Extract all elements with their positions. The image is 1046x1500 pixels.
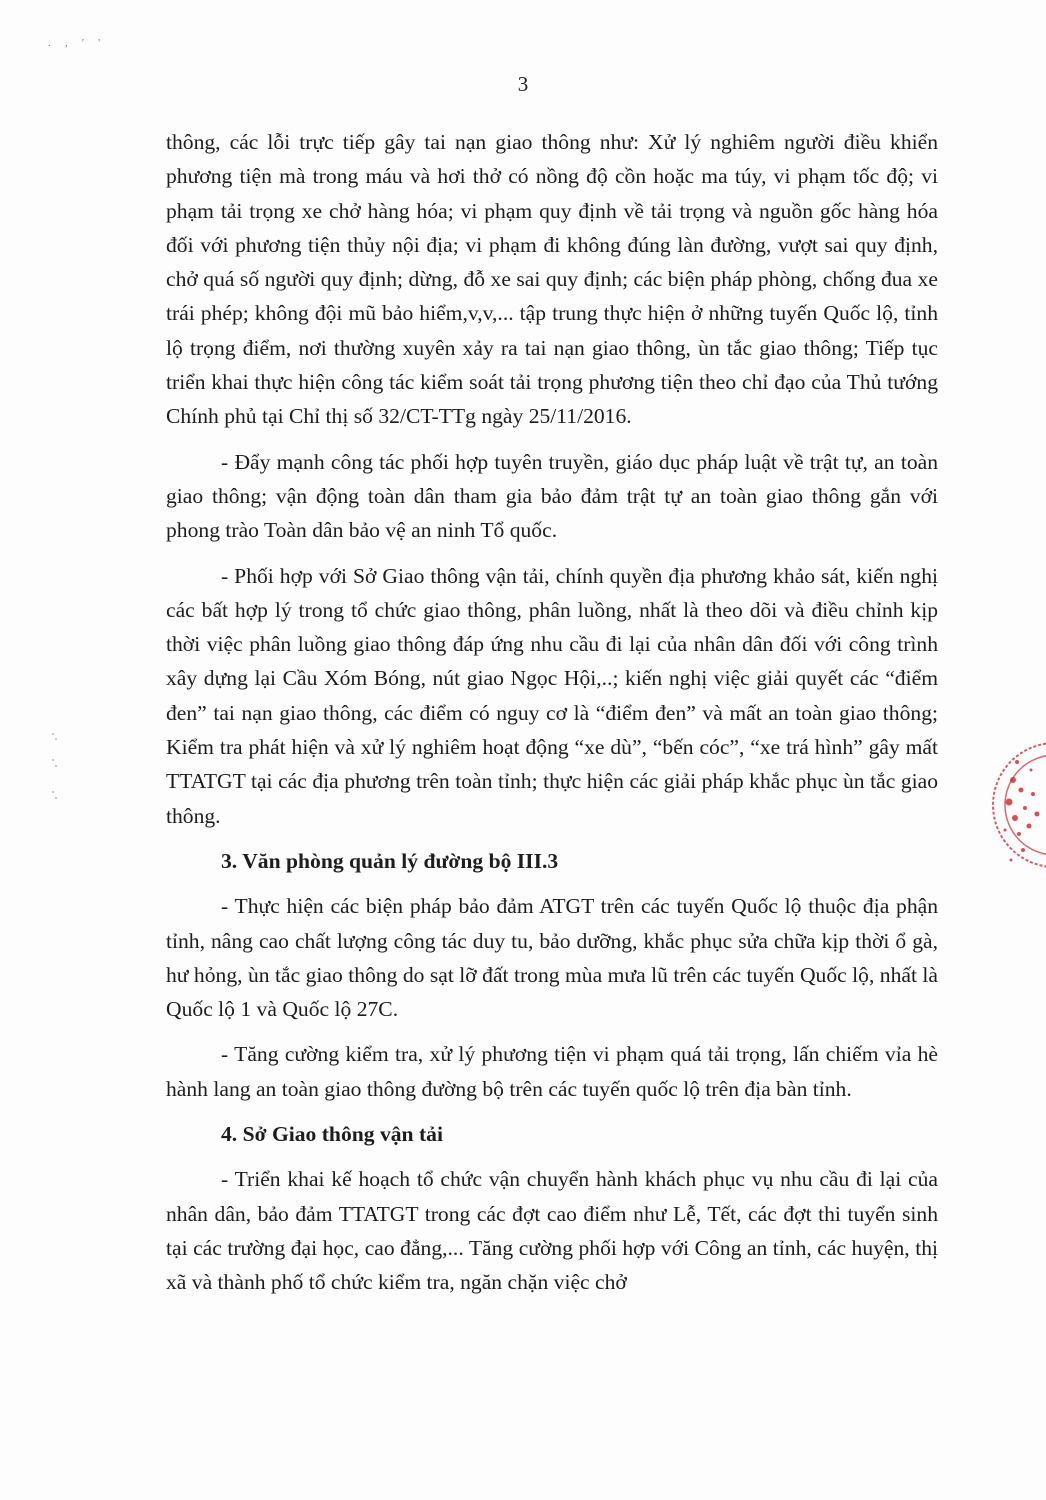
margin-punch-marks [50, 730, 60, 810]
page-number: 3 [517, 72, 529, 96]
paragraph-passenger-transport: - Triển khai kế hoạch tổ chức vận chuyển hành khách phục vụ nhu cầu đi lại của nhân dân, bảo đảm TTATGT trong các đợt cao điểm như Lễ, Tết, các đợt thi tuyển sinh tại các trường đại học, cao đẳng,... Tăng cường phối hợp với Công an tỉnh, các huyện, thị xã và thành phố tổ chức kiểm tra, ngăn chặn việc chở [166, 1167, 938, 1295]
paragraph-coordination: - Phối hợp với Sở Giao thông vận tải, chính quyền địa phương khảo sát, kiến nghị các bất hợp lý trong tổ chức giao thông, phân luồng, nhất là theo dõi và điều chỉnh kịp thời việc phân luồng giao thông đáp ứng nhu cầu đi lại của nhân dân đối với công trình xây dựng lại Cầu Xóm Bóng, nút giao Ngọc Hội,..; kiến nghị việc giải quyết các “điểm đen” tai nạn giao thông, các điểm có nguy cơ là “điểm đen” và mất an toàn giao thông; Kiểm tra phát hiện và xử lý nghiêm hoạt động “xe dù”, “bến cóc”, “xe trá hình” gây mất TTATGT tại các địa phương trên toàn tỉnh; thực hiện các giải pháp khắc phục ùn tắc giao thông. [166, 563, 938, 828]
document-body [166, 125, 938, 1311]
paragraph-continuation: thông, các lỗi trực tiếp gây tai nạn giao thông như: Xử lý nghiêm người điều khiển phương tiện mà trong máu và hơi thở có nồng độ cồn hoặc ma túy, vi phạm tốc độ; vi phạm tải trọng xe chở hàng hóa; vi phạm quy định về tải trọng và nguồn gốc hàng hóa đối với phương tiện thủy nội địa; vi phạm đi không đúng làn đường, vượt sai quy định, chở quá số người quy định; dừng, đỗ xe sai quy định; các biện pháp phòng, chống đua xe trái phép; không đội mũ bảo hiểm,v,v,... tập trung thực hiện ở những tuyến Quốc lộ, tỉnh lộ trọng điểm, nơi thường xuyên xảy ra tai nạn giao thông, ùn tắc giao thông; Tiếp tục triển khai thực hiện công tác kiểm soát tải trọng phương tiện theo chỉ đạo của Thủ tướng Chính phủ tại Chỉ thị số 32/CT-TTg ngày 25/11/2016. [166, 130, 938, 429]
section-heading-transport-department: 4. Sở Giao thông vận tải [221, 1122, 443, 1147]
official-seal-stamp [985, 710, 1046, 900]
paragraph-propaganda: - Đẩy mạnh công tác phối hợp tuyên truyền, giáo dục pháp luật về trật tự, an toàn giao thông; vận động toàn dân tham gia bảo đảm trật tự an toàn giao thông gắn với phong trào Toàn dân bảo vệ an ninh Tổ quốc. [166, 449, 938, 543]
paragraph-road-safety-measures: - Thực hiện các biện pháp bảo đảm ATGT trên các tuyến Quốc lộ thuộc địa phận tỉnh, nâng cao chất lượng công tác duy tu, bảo dưỡng, khắc phục sửa chữa kịp thời ổ gà, hư hỏng, ùn tắc giao thông do sạt lỡ đất trong mùa mưa lũ trên các tuyến Quốc lộ, nhất là Quốc lộ 1 và Quốc lộ 27C. [166, 894, 938, 1022]
paragraph-overload-inspection: - Tăng cường kiểm tra, xử lý phương tiện vi phạm quá tải trọng, lấn chiếm vỉa hè hành lang an toàn giao thông đường bộ trên các tuyến quốc lộ trên địa bàn tỉnh. [166, 1042, 938, 1101]
corner-scan-mark: . , ' ' [48, 38, 107, 49]
section-heading-road-office: 3. Văn phòng quản lý đường bộ III.3 [221, 848, 559, 873]
